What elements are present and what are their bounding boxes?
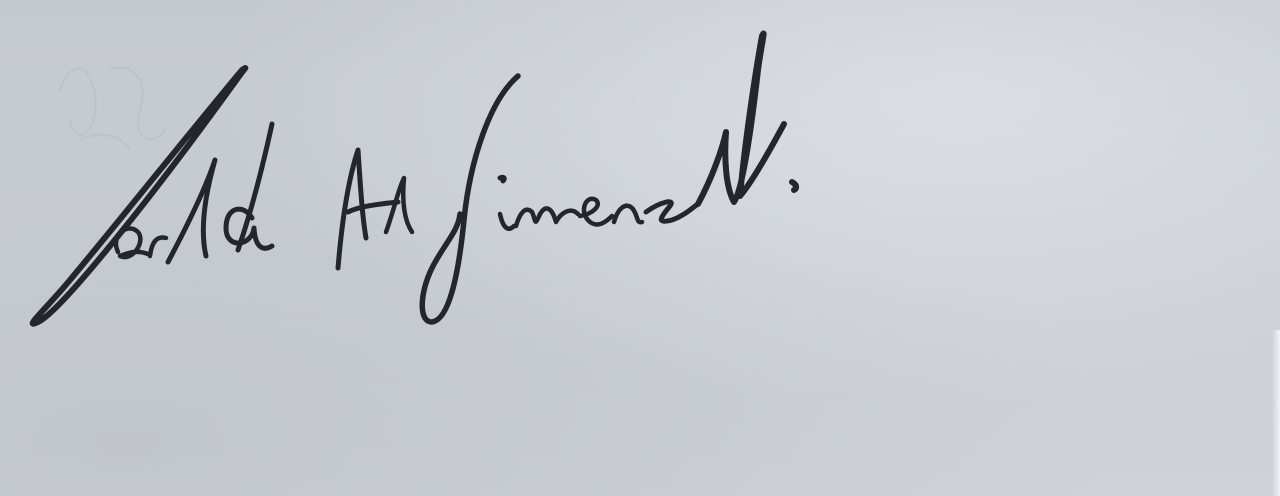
bleed-through-marks xyxy=(60,67,165,150)
signature-strokes xyxy=(33,34,796,324)
